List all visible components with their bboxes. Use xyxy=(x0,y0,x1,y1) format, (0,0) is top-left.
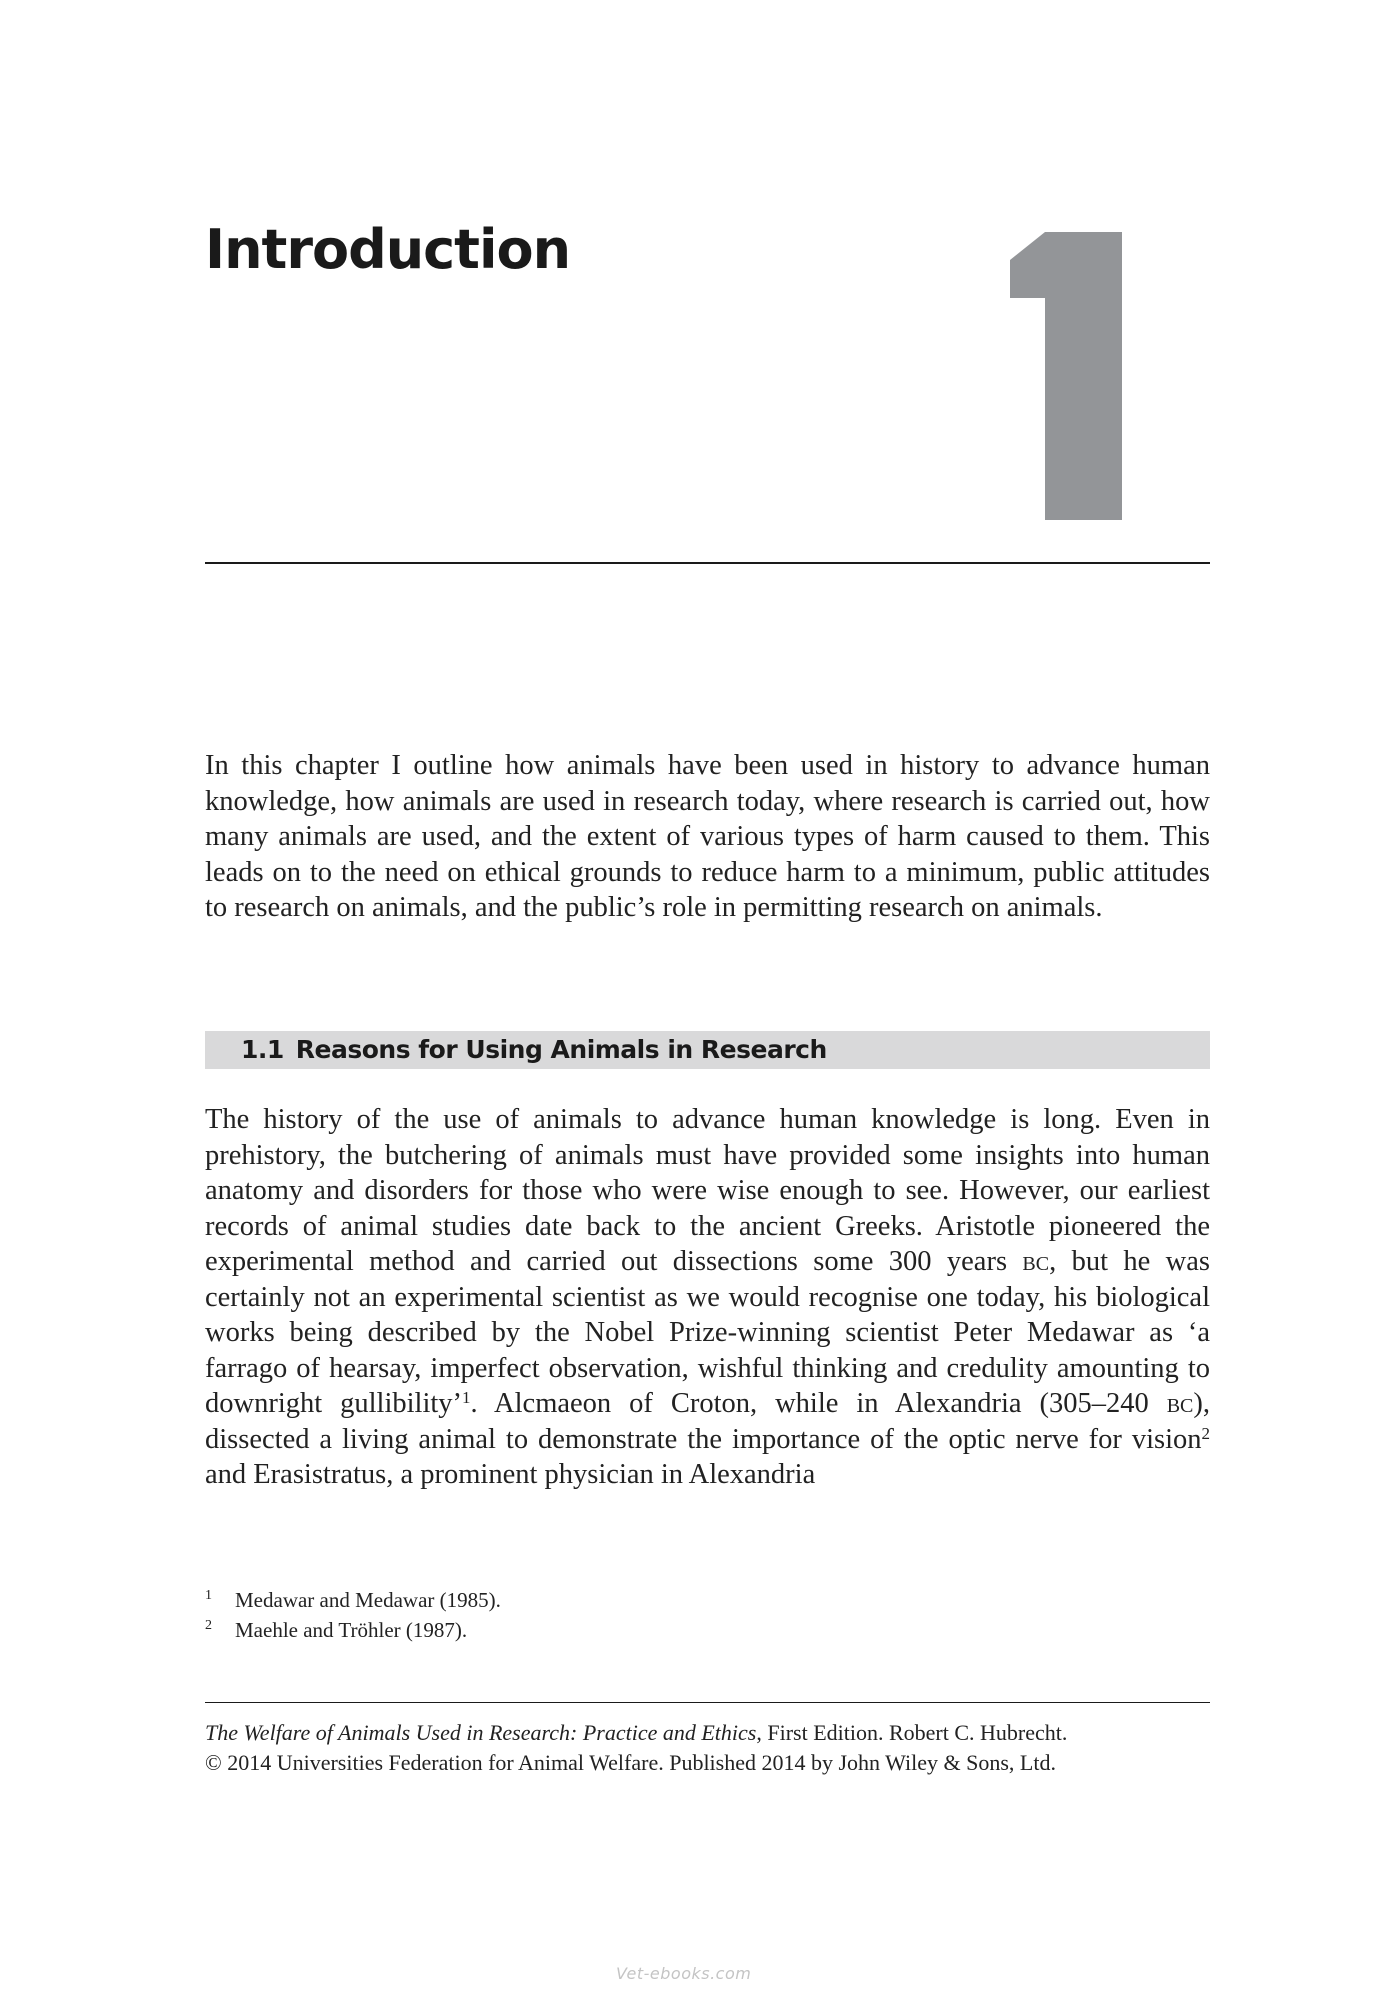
footnote-reference[interactable]: 1 xyxy=(462,1388,471,1407)
footnote xyxy=(205,1585,1210,1615)
footnote-text: Medawar and Medawar (1985). xyxy=(235,1588,501,1612)
chapter-number-glyph xyxy=(1010,232,1122,520)
watermark: Vet-ebooks.com xyxy=(616,1964,752,1983)
chapter-number xyxy=(1010,232,1122,520)
footnotes xyxy=(205,1585,1210,1645)
book-title: The Welfare of Animals Used in Research: Practice and Ethics xyxy=(205,1720,757,1745)
copyright-notice xyxy=(205,1718,1210,1778)
era-abbreviation: bc xyxy=(1022,1246,1050,1277)
section-heading xyxy=(241,1034,827,1066)
footnote-mark: 2 xyxy=(205,1618,212,1633)
paragraph-text: ), dissected a living animal to demonstrate the importance of the optic nerve for vision xyxy=(205,1388,1211,1455)
footnote-reference[interactable]: 2 xyxy=(1201,1423,1210,1443)
era-abbreviation: bc xyxy=(1166,1388,1194,1419)
footnote-text: Maehle and Tröhler (1987). xyxy=(235,1618,468,1642)
footnote-mark: 1 xyxy=(205,1588,212,1603)
edition-author: , First Edition. Robert C. Hubrecht. xyxy=(756,1720,1068,1745)
section-number: 1.1 xyxy=(241,1035,284,1064)
section-heading-bar xyxy=(205,1031,1210,1069)
paragraph-text: The history of the use of animals to advance human knowledge is long. Even in prehistory, the butchering of animals must have provided some insights into human anatomy and disorders for those who were wise enough to see. However, our earliest records of animal studies date back to the ancient Greeks. Aristotle pioneered the experimental method and carried out dissections some 300 years xyxy=(205,1104,1210,1277)
paragraph-text: , but he was certainly not an experimental scientist as we would recognise one today, his biological works being described by the Nobel Prize-winning scientist Peter Medawar as ‘a farrago of hearsay, imperfect observation, wishful thinking and credulity amounting to downright gullibility’ xyxy=(205,1246,1210,1419)
copyright-line-1 xyxy=(205,1718,1210,1748)
chapter-divider-rule xyxy=(205,562,1210,564)
footnote xyxy=(205,1615,1210,1645)
chapter-title: Introduction xyxy=(205,218,571,281)
body-paragraph xyxy=(205,1102,1210,1493)
paragraph-text: and Erasistratus, a prominent physician in Alexandria xyxy=(205,1459,816,1490)
copyright-line-2: © 2014 Universities Federation for Animal Welfare. Published 2014 by John Wiley & Sons, Ltd. xyxy=(205,1750,1056,1775)
section-title: Reasons for Using Animals in Research xyxy=(295,1035,827,1064)
intro-paragraph: In this chapter I outline how animals have been used in history to advance human knowledge, how animals are used in research today, where research is carried out, how many animals are used, and the extent of various types of harm caused to them. This leads on to the need on ethical grounds to reduce harm to a minimum, public attitudes to research on animals, and the public’s role in permitting research on animals. xyxy=(205,750,1210,923)
paragraph-text: . Alcmaeon of Croton, while in Alexandria (305–240 xyxy=(470,1388,1167,1419)
copyright-divider-rule xyxy=(205,1702,1210,1703)
